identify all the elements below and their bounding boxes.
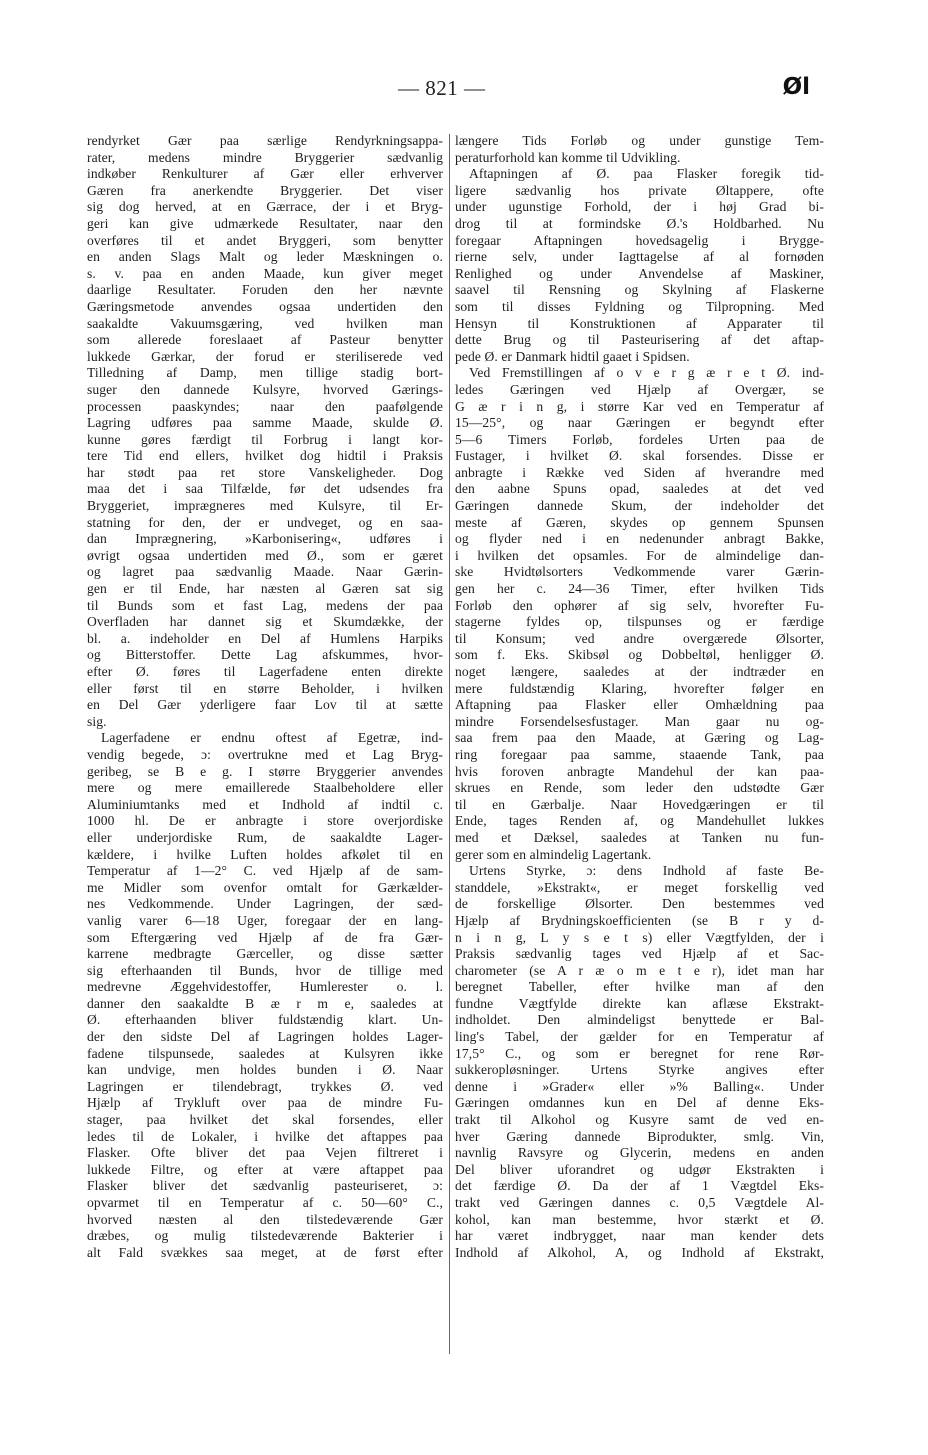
- text-line: dan Imprægnering, »Karbonisering«, udføres i: [87, 531, 443, 547]
- text-line: Ved Fremstillingen af o v e r g æ r e t Ø. ind-: [469, 365, 824, 381]
- text-line: lukkede Filtre, og efter at være aftappet paa: [87, 1161, 443, 1177]
- text-line: gen er til Ende, har næsten al Gæren sat sig: [87, 581, 443, 597]
- text-line: som Eftergæring ved Hjælp af de fra Gær-: [87, 929, 443, 945]
- text-line: eller først til en større Beholder, i hvilken: [87, 680, 443, 696]
- text-line: fadene tilspunsede, saaledes at Kulsyren ikke: [87, 1045, 443, 1061]
- text-line: bl. a. indeholder en Del af Humlens Harpiks: [87, 630, 443, 646]
- text-line: ledes Gæringen ved Hjælp af Overgær, se: [455, 381, 824, 397]
- text-line: øvrigt ogsaa undertiden med Ø., som er gæret: [87, 547, 443, 563]
- text-line: Aftapningen af Ø. paa Flasker foregik tid-: [469, 166, 824, 182]
- text-line: Del bliver uforandret og udgør Ekstrakten i: [455, 1161, 824, 1177]
- text-line: daarlige Resultater. Foruden den her nævnte: [87, 282, 443, 298]
- text-line: karrene medbragte Gærceller, og disse sætter: [87, 946, 443, 962]
- text-line: som allerede foreslaaet af Pasteur benytter: [87, 332, 443, 348]
- text-line: Hjælp af Trykluft over paa de mindre Fu-: [87, 1095, 443, 1111]
- text-line: beregnet Tabeller, efter hvilke man af den: [455, 979, 824, 995]
- text-line: indkøber Renkulturer af Gær eller erhverver: [87, 166, 443, 182]
- text-line: maa det i saa Tilfælde, før det udsendes fra: [87, 481, 443, 497]
- text-line: som til disses Fyldning og Tilpropning. Med: [455, 298, 824, 314]
- text-line: Ø. efterhaanden bliver fuldstændig klart. Un-: [87, 1012, 443, 1028]
- text-line: kældere, i hvilke Luften holdes afkølet til en: [87, 846, 443, 862]
- text-line: s. v. paa en anden Maade, kun giver meget: [87, 265, 443, 281]
- text-line: Temperatur af 1—2° C. ved Hjælp af de sam-: [87, 863, 443, 879]
- text-line: ligere sædvanlig hos private Øltappere, ofte: [455, 182, 824, 198]
- text-line: opvarmet til en Temperatur af c. 50—60° C.,: [87, 1195, 443, 1210]
- text-line: gerer som en almindelig Lagertank.: [455, 846, 652, 862]
- text-line: processen paaskyndes; naar den paafølgende: [87, 398, 443, 414]
- text-line: kunne gøres færdigt til Forbrug i langt kor-: [87, 431, 443, 447]
- text-line: tere Tid end ellers, hvilket dog hidtil i Praksis: [87, 448, 443, 464]
- left-column: [87, 133, 443, 1261]
- text-line: Praksis sædvanlig tages ved Hjælp af et Sac-: [455, 946, 824, 962]
- text-line: rierne selv, under Iagttagelse af al fornøden: [455, 249, 824, 265]
- column-divider: [449, 134, 450, 1354]
- text-line: Ende, tages Renden af, og Mandehullet lukkes: [455, 813, 824, 829]
- text-line: sukkeropløsninger. Urtens Styrke angives efter: [455, 1062, 824, 1078]
- text-line: Lagring udføres paa samme Maade, skulde Ø.: [87, 415, 443, 431]
- text-line: ledes til de Lokaler, i hvilke det aftappes paa: [87, 1128, 443, 1144]
- text-line: rater, medens mindre Bryggerier sædvanlig: [87, 149, 443, 165]
- text-line: indholdet. Den almindeligst benyttede er Bal-: [455, 1012, 824, 1028]
- text-line: efter Ø. føres til Lagerfadene enten direkte: [87, 664, 443, 679]
- text-line: Urtens Styrke, ɔ: dens Indhold af faste Be-: [469, 863, 824, 879]
- text-line: meste af Gæren, skydes op gennem Spunsen: [455, 514, 824, 530]
- text-line: standdele, »Ekstrakt«, er meget forskellig ved: [455, 879, 824, 895]
- text-line: peraturforhold kan komme til Udvikling.: [455, 149, 681, 165]
- text-line: sig efterhaanden til Bunds, hvor de tillige med: [87, 962, 443, 978]
- text-line: har været indbrygget, naar man kender dets: [455, 1228, 824, 1244]
- text-line: overføres til et andet Bryggeri, som benytter: [87, 232, 443, 248]
- text-line: ling's Tabel, der gælder for en Temperatur af: [455, 1029, 824, 1045]
- text-line: eller underjordiske Rum, de saakaldte Lager-: [87, 829, 443, 845]
- text-line: geribeg, se B e g. I større Bryggerier anvendes: [87, 763, 443, 779]
- text-line: og Bitterstoffer. Dette Lag afskummes, hvor-: [87, 647, 443, 663]
- text-line: kan undvige, men holdes bunden i Ø. Naar: [87, 1062, 443, 1078]
- text-line: Gæringen dannede Skum, der indeholder det: [455, 498, 824, 514]
- text-line: Fustager, i hvilket Ø. skal forsendes. Disse er: [455, 448, 824, 464]
- text-line: en anden Slags Malt og leder Mæskningen o.: [87, 249, 443, 265]
- text-line: under ugunstige Forhold, der i høj Grad bi-: [455, 199, 824, 215]
- text-line: saa frem paa den Maade, at Gæring og Lag-: [455, 730, 824, 746]
- text-line: Gæringen omdannes kun en Del af denne Eks-: [455, 1095, 824, 1111]
- right-column: [455, 133, 824, 1261]
- text-line: danner den saakaldte B æ r m e, saaledes at: [87, 995, 443, 1011]
- text-line: nes Vedkommende. Under Lagringen, der sæd-: [87, 896, 443, 912]
- text-line: dette Brug og til Pasteurisering af det aftap-: [455, 332, 824, 348]
- text-line: Renlighed og under Anvendelse af Maskiner,: [455, 265, 824, 281]
- text-line: skrues en Rende, som leder den udstødte Gær: [455, 780, 824, 796]
- text-line: anbragte i Række ved Siden af hverandre med: [455, 464, 824, 480]
- text-line: Bryggeriet, imprægneres med Kulsyre, til Er-: [87, 498, 443, 514]
- page-header: [0, 72, 928, 108]
- text-line: vendig begede, ɔ: overtrukne med et Lag Bryg-: [87, 746, 443, 762]
- text-line: Lagringen er tilendebragt, trykkes Ø. ved: [87, 1078, 443, 1094]
- text-line: Forløb den ophører af sig selv, hvorefter Fu-: [455, 597, 824, 613]
- text-line: medrevne Æggehvidestoffer, Humlerester o. l.: [87, 979, 443, 995]
- text-line: Flasker. Ofte bliver det paa Vejen filtreret i: [87, 1145, 443, 1161]
- text-line: noget længere, saaledes at der indtræder en: [455, 664, 824, 679]
- text-line: hvis foroven anbragte Mandehul der kan paa-: [455, 763, 824, 779]
- text-line: 15—25°, og naar Gæringen er begyndt efter: [455, 415, 824, 431]
- text-line: vanlig varer 6—18 Uger, foregaar der en lang-: [87, 912, 443, 928]
- text-line: pede Ø. er Danmark hidtil gaaet i Spidsen.: [455, 348, 690, 364]
- text-line: med et Dæksel, saaledes at Tanken nu fun-: [455, 829, 824, 845]
- text-line: hver Gæring dannede Biprodukter, smlg. Vin,: [455, 1128, 824, 1144]
- text-line: mindre Forsendelsesfustager. Man gaar nu og-: [455, 713, 824, 729]
- text-line: en Del Gær yderligere faar Lov til at sætte: [87, 697, 443, 713]
- text-line: gen her c. 24—36 Timer, efter hvilken Tids: [455, 581, 824, 597]
- text-line: mere fuldstændig Klaring, hvorefter følger en: [455, 680, 824, 696]
- text-line: Hensyn til Konstruktionen af Apparater til: [455, 315, 824, 331]
- page-number: — 821 —: [398, 76, 486, 100]
- text-line: som f. Eks. Skibsøl og Dobbeltøl, henligger Ø.: [455, 647, 824, 663]
- text-line: saavel til Rensning og Skylning af Flaskerne: [455, 282, 824, 298]
- text-line: Hjælp af Brydningskoefficienten (se B r y d-: [455, 912, 824, 928]
- text-line: foregaar Aftapningen hovedsagelig i Brygge-: [455, 232, 824, 248]
- text-line: sig dog herved, at en Gærrace, der i et Bryg-: [87, 199, 443, 215]
- text-line: Gæren fra anerkendte Bryggerier. Det viser: [87, 182, 443, 198]
- text-line: til Bunds som et fast Lag, medens der paa: [87, 597, 443, 613]
- text-line: saakaldte Vakuumsgæring, ved hvilken man: [87, 315, 443, 331]
- text-line: sig.: [87, 713, 107, 729]
- text-line: den aabne Spuns opad, saaledes at det ved: [455, 481, 824, 497]
- text-line: ske Hvidtølsorters Vedkommende varer Gærin-: [455, 564, 824, 580]
- text-line: det færdige Ø. Da der af 1 Vægtdel Eks-: [455, 1178, 824, 1194]
- text-line: hvorved næsten al den tilstedeværende Gær: [87, 1211, 443, 1227]
- text-line: de forskellige Ølsorter. Den bestemmes ved: [455, 896, 824, 912]
- text-line: Indhold af Alkohol, A, og Indhold af Ekstrakt,: [455, 1244, 824, 1260]
- text-line: Aftapning paa Flasker eller Omhældning paa: [455, 697, 824, 713]
- text-line: Overfladen har dannet sig et Skumdække, der: [87, 614, 443, 630]
- text-line: stager, paa hvilket det skal forsendes, eller: [87, 1112, 443, 1128]
- text-line: n i n g, L y s e t s) eller Vægtfylden, der i: [455, 929, 824, 945]
- text-line: charometer (se A r æ o m e t e r), idet man har: [455, 962, 824, 978]
- text-line: trakt til Alkohol og Kusyre samt de ved en-: [455, 1112, 824, 1128]
- text-line: navnlig Ravsyre og Glycerin, medens en anden: [455, 1145, 824, 1161]
- text-line: i hvilken det opsamles. For de almindelige dan-: [455, 547, 824, 563]
- text-line: Tilledning af Damp, men tillige stadig bort-: [87, 365, 443, 381]
- text-line: Gæringsmetode anvendes ogsaa undertiden den: [87, 298, 443, 314]
- running-headword: Øl: [782, 74, 810, 100]
- text-line: Flasker bliver det sædvanlig pasteuriseret, ɔ:: [87, 1178, 443, 1194]
- text-line: me Midler som ovenfor omtalt for Gærkælder-: [87, 879, 443, 895]
- text-line: kohol, kan man bestemme, hvor stærkt et Ø.: [455, 1211, 824, 1227]
- text-line: 5—6 Timers Forløb, fordeles Urten paa de: [455, 431, 824, 447]
- text-line: fundne Vægtfylde direkte kan aflæse Ekstrakt-: [455, 995, 824, 1011]
- text-line: Lagerfadene er endnu oftest af Egetræ, ind-: [101, 730, 443, 746]
- text-line: denne i »Grader« eller »% Balling«. Under: [455, 1078, 824, 1094]
- text-line: lukkede Gærkar, der forud er steriliserede ved: [87, 348, 443, 364]
- text-line: og lagret paa sædvanlig Maade. Naar Gærin-: [87, 564, 443, 580]
- text-line: statning for den, der er undveget, og en saa-: [87, 514, 443, 530]
- text-line: til en Gærbalje. Naar Hovedgæringen er til: [455, 796, 824, 812]
- text-line: der den sidste Del af Lagringen holdes Lager-: [87, 1029, 443, 1045]
- text-line: ring foregaar paa samme, staaende Tank, paa: [455, 746, 824, 762]
- text-line: Aluminiumtanks med et Indhold af indtil c.: [87, 796, 443, 812]
- text-line: mere og mere emaillerede Staalbeholdere eller: [87, 780, 443, 796]
- text-line: stagerne fyldes op, tilspunses og er færdige: [455, 614, 824, 630]
- text-line: 17,5° C., og som er beregnet for rene Rør-: [455, 1045, 824, 1061]
- text-line: til Konsum; ved andre overgærede Ølsorter,: [455, 630, 824, 646]
- text-line: 1000 hl. De er anbragte i store overjordiske: [87, 813, 443, 829]
- text-line: har stødt paa ret store Vanskeligheder. Dog: [87, 464, 443, 480]
- text-line: geri kan give udmærkede Resultater, naar den: [87, 215, 443, 231]
- text-line: G æ r i n g, i større Kar ved en Temperatur af: [455, 398, 824, 414]
- text-line: rendyrket Gær paa særlige Rendyrkningsappa-: [87, 133, 443, 148]
- text-line: alt Fald svækkes saa meget, at de først efter: [87, 1244, 443, 1260]
- text-line: længere Tids Forløb og under gunstige Tem-: [455, 133, 824, 148]
- text-line: trakt ved Gæringen dannes c. 0,5 Vægtdele Al-: [455, 1195, 824, 1210]
- text-line: drog til at formindske Ø.'s Holdbarhed. Nu: [455, 215, 824, 231]
- text-line: og flyder ned i en nedenunder anbragt Bakke,: [455, 531, 824, 547]
- text-line: dræbes, og mulig tilstedeværende Bakterier i: [87, 1228, 443, 1244]
- text-line: suger den dannede Kulsyre, hvorved Gærings-: [87, 381, 443, 397]
